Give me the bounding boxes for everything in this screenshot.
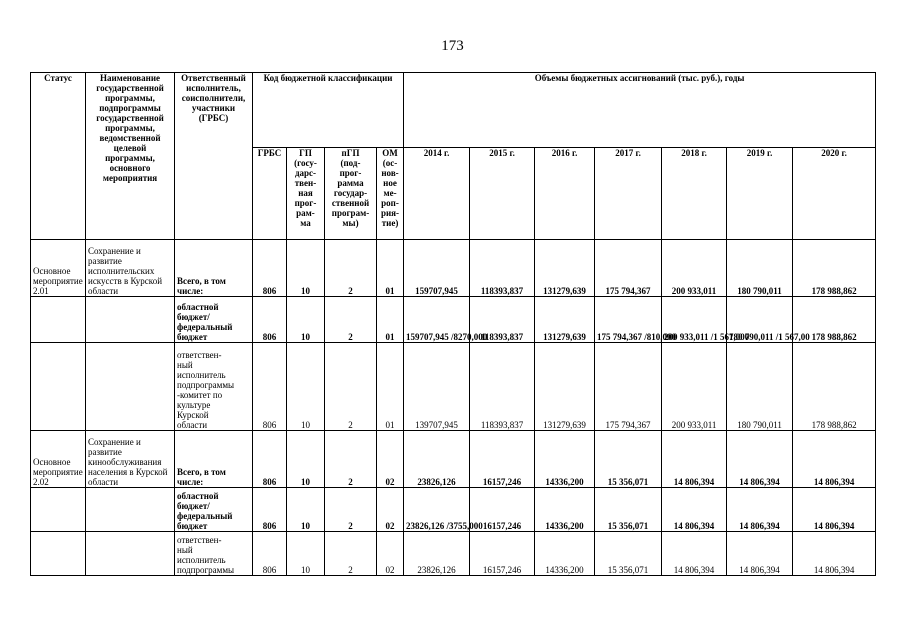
row-value-2014: 159707,945 /8270,000 (404, 297, 470, 343)
row-status (31, 532, 86, 576)
row-value-2017: 15 356,071 (595, 488, 662, 532)
table-row (31, 343, 876, 431)
row-gp: 10 (287, 343, 325, 431)
row-gp: 10 (287, 488, 325, 532)
row-gp: 10 (287, 532, 325, 576)
row-om: 01 (377, 297, 404, 343)
table-row (31, 488, 876, 532)
row-status (31, 488, 86, 532)
row-executor: областной бюджет/ федеральный бюджет (175, 488, 253, 532)
header-name: Наименование государственной программы, подпрограммы государственной программы, ведомственной целевой программы, основного мероприятия (86, 73, 175, 240)
page-number: 173 (441, 38, 464, 54)
row-gp: 10 (287, 297, 325, 343)
row-value-2020: 178 988,862 (793, 343, 876, 431)
row-value-2020: 14 806,394 (793, 488, 876, 532)
row-value-2018: 14 806,394 (662, 532, 727, 576)
row-name (86, 532, 175, 576)
row-grbs: 806 (253, 431, 287, 488)
header-gp: ГП (госу- дарс- твен- ная прог- рам- ма (287, 148, 325, 240)
row-name (86, 343, 175, 431)
table-row (31, 297, 876, 343)
row-value-2016: 14336,200 (535, 431, 595, 488)
row-pgp: 2 (325, 488, 377, 532)
row-gp: 10 (287, 431, 325, 488)
row-executor: ответствен- ный исполнитель подпрограммы (175, 532, 253, 576)
row-gp: 10 (287, 240, 325, 297)
row-value-2018: 14 806,394 (662, 431, 727, 488)
row-name (86, 297, 175, 343)
header-year-2017: 2017 г. (595, 148, 662, 240)
header-row-top (31, 73, 876, 148)
row-om: 02 (377, 532, 404, 576)
header-om: ОМ (ос- нов- ное ме- роп- рия- тие) (377, 148, 404, 240)
row-value-2018: 200 933,011 /1 567,000 (662, 297, 727, 343)
row-value-2014: 23826,126 (404, 532, 470, 576)
header-year-2018: 2018 г. (662, 148, 727, 240)
row-name: Сохранение и развитие исполнительских искусств в Курской области (86, 240, 175, 297)
row-status: Основное мероприятие 2.02 (31, 431, 86, 488)
row-value-2019: 14 806,394 (727, 532, 793, 576)
row-value-2019: 180 790,011 (727, 343, 793, 431)
row-value-2016: 131279,639 (535, 240, 595, 297)
row-executor: Всего, в том числе: (175, 240, 253, 297)
row-value-2016: 14336,200 (535, 488, 595, 532)
row-value-2017: 175 794,367 (595, 240, 662, 297)
table-row (31, 240, 876, 297)
row-value-2020: 178 988,862 (793, 240, 876, 297)
row-pgp: 2 (325, 297, 377, 343)
row-om: 02 (377, 431, 404, 488)
header-year-2020: 2020 г. (793, 148, 876, 240)
row-value-2014: 23826,126 /3755,000 (404, 488, 470, 532)
row-value-2017: 15 356,071 (595, 532, 662, 576)
table-row (31, 532, 876, 576)
header-status: Статус (31, 73, 86, 240)
row-value-2020: 178 988,862 (793, 297, 876, 343)
row-pgp: 2 (325, 343, 377, 431)
row-executor: Всего, в том числе: (175, 431, 253, 488)
row-grbs: 806 (253, 297, 287, 343)
row-name: Сохранение и развитие кинообслуживания населения в Курской области (86, 431, 175, 488)
row-value-2015: 118393,837 (470, 297, 535, 343)
row-value-2014: 23826,126 (404, 431, 470, 488)
row-status (31, 343, 86, 431)
row-pgp: 2 (325, 532, 377, 576)
row-value-2018: 200 933,011 (662, 343, 727, 431)
row-value-2019: 14 806,394 (727, 431, 793, 488)
row-value-2015: 16157,246 (470, 532, 535, 576)
row-value-2017: 15 356,071 (595, 431, 662, 488)
header-year-2019: 2019 г. (727, 148, 793, 240)
header-year-2015: 2015 г. (470, 148, 535, 240)
row-grbs: 806 (253, 240, 287, 297)
row-value-2018: 200 933,011 (662, 240, 727, 297)
header-executor: Ответственный исполнитель, соисполнители, участники (ГРБС) (175, 73, 253, 240)
row-value-2016: 131279,639 (535, 343, 595, 431)
row-grbs: 806 (253, 532, 287, 576)
row-om: 02 (377, 488, 404, 532)
row-pgp: 2 (325, 240, 377, 297)
table-row (31, 431, 876, 488)
row-value-2020: 14 806,394 (793, 532, 876, 576)
row-value-2017: 175 794,367 (595, 343, 662, 431)
row-om: 01 (377, 240, 404, 297)
row-status: Основное мероприятие 2.01 (31, 240, 86, 297)
row-value-2017: 175 794,367 /810,000 (595, 297, 662, 343)
header-year-2014: 2014 г. (404, 148, 470, 240)
row-value-2019: 180 790,011 (727, 240, 793, 297)
row-status (31, 297, 86, 343)
row-value-2015: 118393,837 (470, 240, 535, 297)
row-value-2016: 131279,639 (535, 297, 595, 343)
header-pgp: пГП (под- прог- рамма государ- ственной програм- мы) (325, 148, 377, 240)
header-volumes: Объемы бюджетных ассигнований (тыс. руб.), годы (404, 73, 876, 148)
row-value-2015: 118393,837 (470, 343, 535, 431)
row-grbs: 806 (253, 488, 287, 532)
row-executor: областной бюджет/ федеральный бюджет (175, 297, 253, 343)
header-grbs: ГРБС (253, 148, 287, 240)
budget-table (30, 72, 876, 576)
row-value-2015: 16157,246 (470, 488, 535, 532)
row-value-2018: 14 806,394 (662, 488, 727, 532)
row-om: 01 (377, 343, 404, 431)
row-value-2020: 14 806,394 (793, 431, 876, 488)
row-name (86, 488, 175, 532)
row-value-2014: 139707,945 (404, 343, 470, 431)
header-budget-code: Код бюджетной классификации (253, 73, 404, 148)
row-executor: ответствен- ный исполнитель подпрограммы -комитет по культуре Курской области (175, 343, 253, 431)
row-value-2019: 14 806,394 (727, 488, 793, 532)
row-grbs: 806 (253, 343, 287, 431)
header-year-2016: 2016 г. (535, 148, 595, 240)
row-pgp: 2 (325, 431, 377, 488)
row-value-2015: 16157,246 (470, 431, 535, 488)
row-value-2016: 14336,200 (535, 532, 595, 576)
row-value-2014: 159707,945 (404, 240, 470, 297)
row-value-2019: 180 790,011 /1 567,00 (727, 297, 793, 343)
